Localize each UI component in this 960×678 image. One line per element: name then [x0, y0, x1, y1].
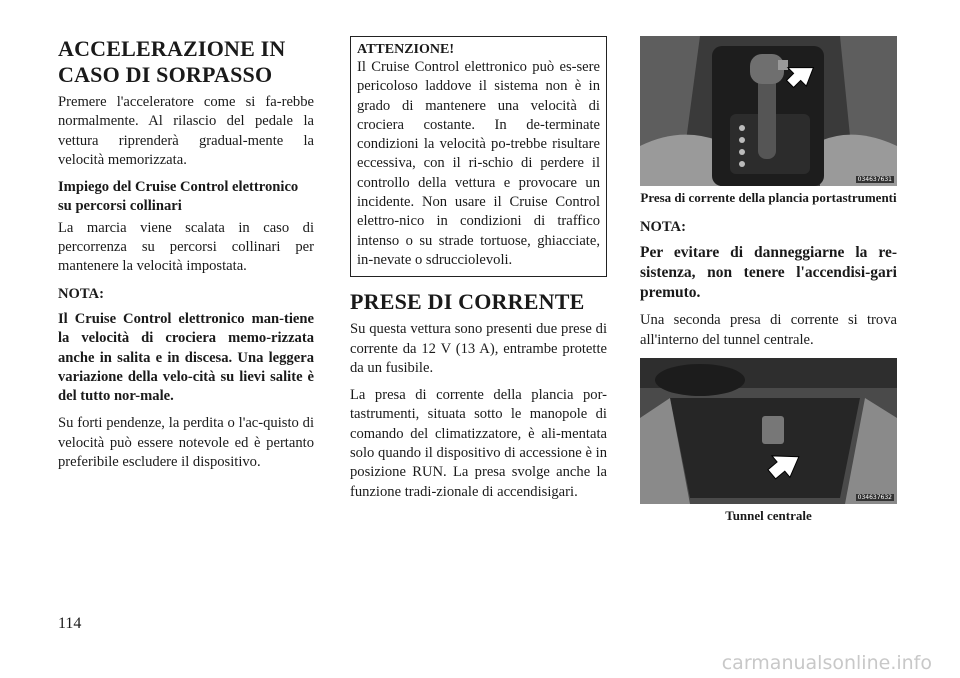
- note-title: NOTA:: [58, 285, 104, 302]
- warning-text: Il Cruise Control elettronico può es-sere pericoloso laddove il sistema non è in grado di mantenere una velocità di crociera costante. In de-terminate condizioni la velocità po-trebbe risultare eccessiva, con il ri-schio di perdere il controllo della vettura e provocare un incidente. Non usare il Cruise Control elettro-nico in condizioni di traffico intenso o su strade tortuose, ghiacciate, in-nevate o sdrucciolevoli.: [357, 59, 600, 268]
- photo-code: 034637631: [857, 176, 892, 183]
- photo-code: 034637632: [857, 493, 892, 501]
- watermark: carmanualsonline.info: [721, 652, 932, 674]
- column-left: [58, 36, 314, 480]
- paragraph-outlets-dash: La presa di corrente della plancia por-tastrumenti, situata sotto le manopole di comando del climatizzatore, è ali-mentata solo quando il dispositivo di accessione è in posizione RUN. La presa svolge anche la funzione tradi-zionale di accendisigari.: [350, 387, 607, 500]
- gear-shifter-illustration: [640, 36, 897, 186]
- paragraph-overtaking: Premere l'acceleratore come si fa-rebbe normalmente. Al rilascio del pedale la vettura riprenderà gradual-mente la velocità memorizzata.: [58, 94, 314, 168]
- subheading-hills: Impiego del Cruise Control elettronico su percorsi collinari: [58, 179, 299, 215]
- photo-center-console: [640, 358, 897, 504]
- note-text: Per evitare di danneggiarne la re-sistenza, non tenere l'accendisi-gari premuto.: [640, 244, 897, 302]
- warning-box: [350, 36, 607, 277]
- paragraph-slopes: Su forti pendenze, la perdita o l'ac-quisto di velocità può essere notevole ed è pertanto preferibile escludere il dispositivo.: [58, 415, 314, 471]
- section-heading-power-outlets: PRESE DI CORRENTE: [350, 289, 585, 315]
- center-console-illustration: [640, 358, 897, 504]
- column-right: [640, 36, 897, 530]
- note-title: NOTA:: [640, 219, 686, 235]
- photo-caption-dashboard: Presa di corrente della plancia portastrumenti: [640, 190, 897, 205]
- photo-caption-console: Tunnel centrale: [725, 507, 812, 523]
- warning-title: ATTENZIONE!: [357, 42, 454, 57]
- paragraph-outlets-intro: Su questa vettura sono presenti due prese di corrente da 12 V (13 A), entrambe protette da un fusibile.: [350, 321, 607, 376]
- paragraph-second-outlet: Una seconda presa di corrente si trova all'interno del tunnel centrale.: [640, 312, 897, 348]
- page-number: 114: [58, 615, 82, 632]
- column-middle: [350, 36, 607, 510]
- section-heading-overtaking: ACCELERAZIONE IN CASO DI SORPASSO: [58, 36, 286, 87]
- photo-dashboard-outlet: [640, 36, 897, 186]
- paragraph-hills: La marcia viene scalata in caso di percorrenza su percorsi collinari per mantenere la velocità impostata.: [58, 219, 314, 275]
- note-text: Il Cruise Control elettronico man-tiene la velocità di crociera memo-rizzata anche in salita e in discesa. Una leggera variazione della velo-cità su lievi salite è del tutto nor-male.: [58, 310, 314, 405]
